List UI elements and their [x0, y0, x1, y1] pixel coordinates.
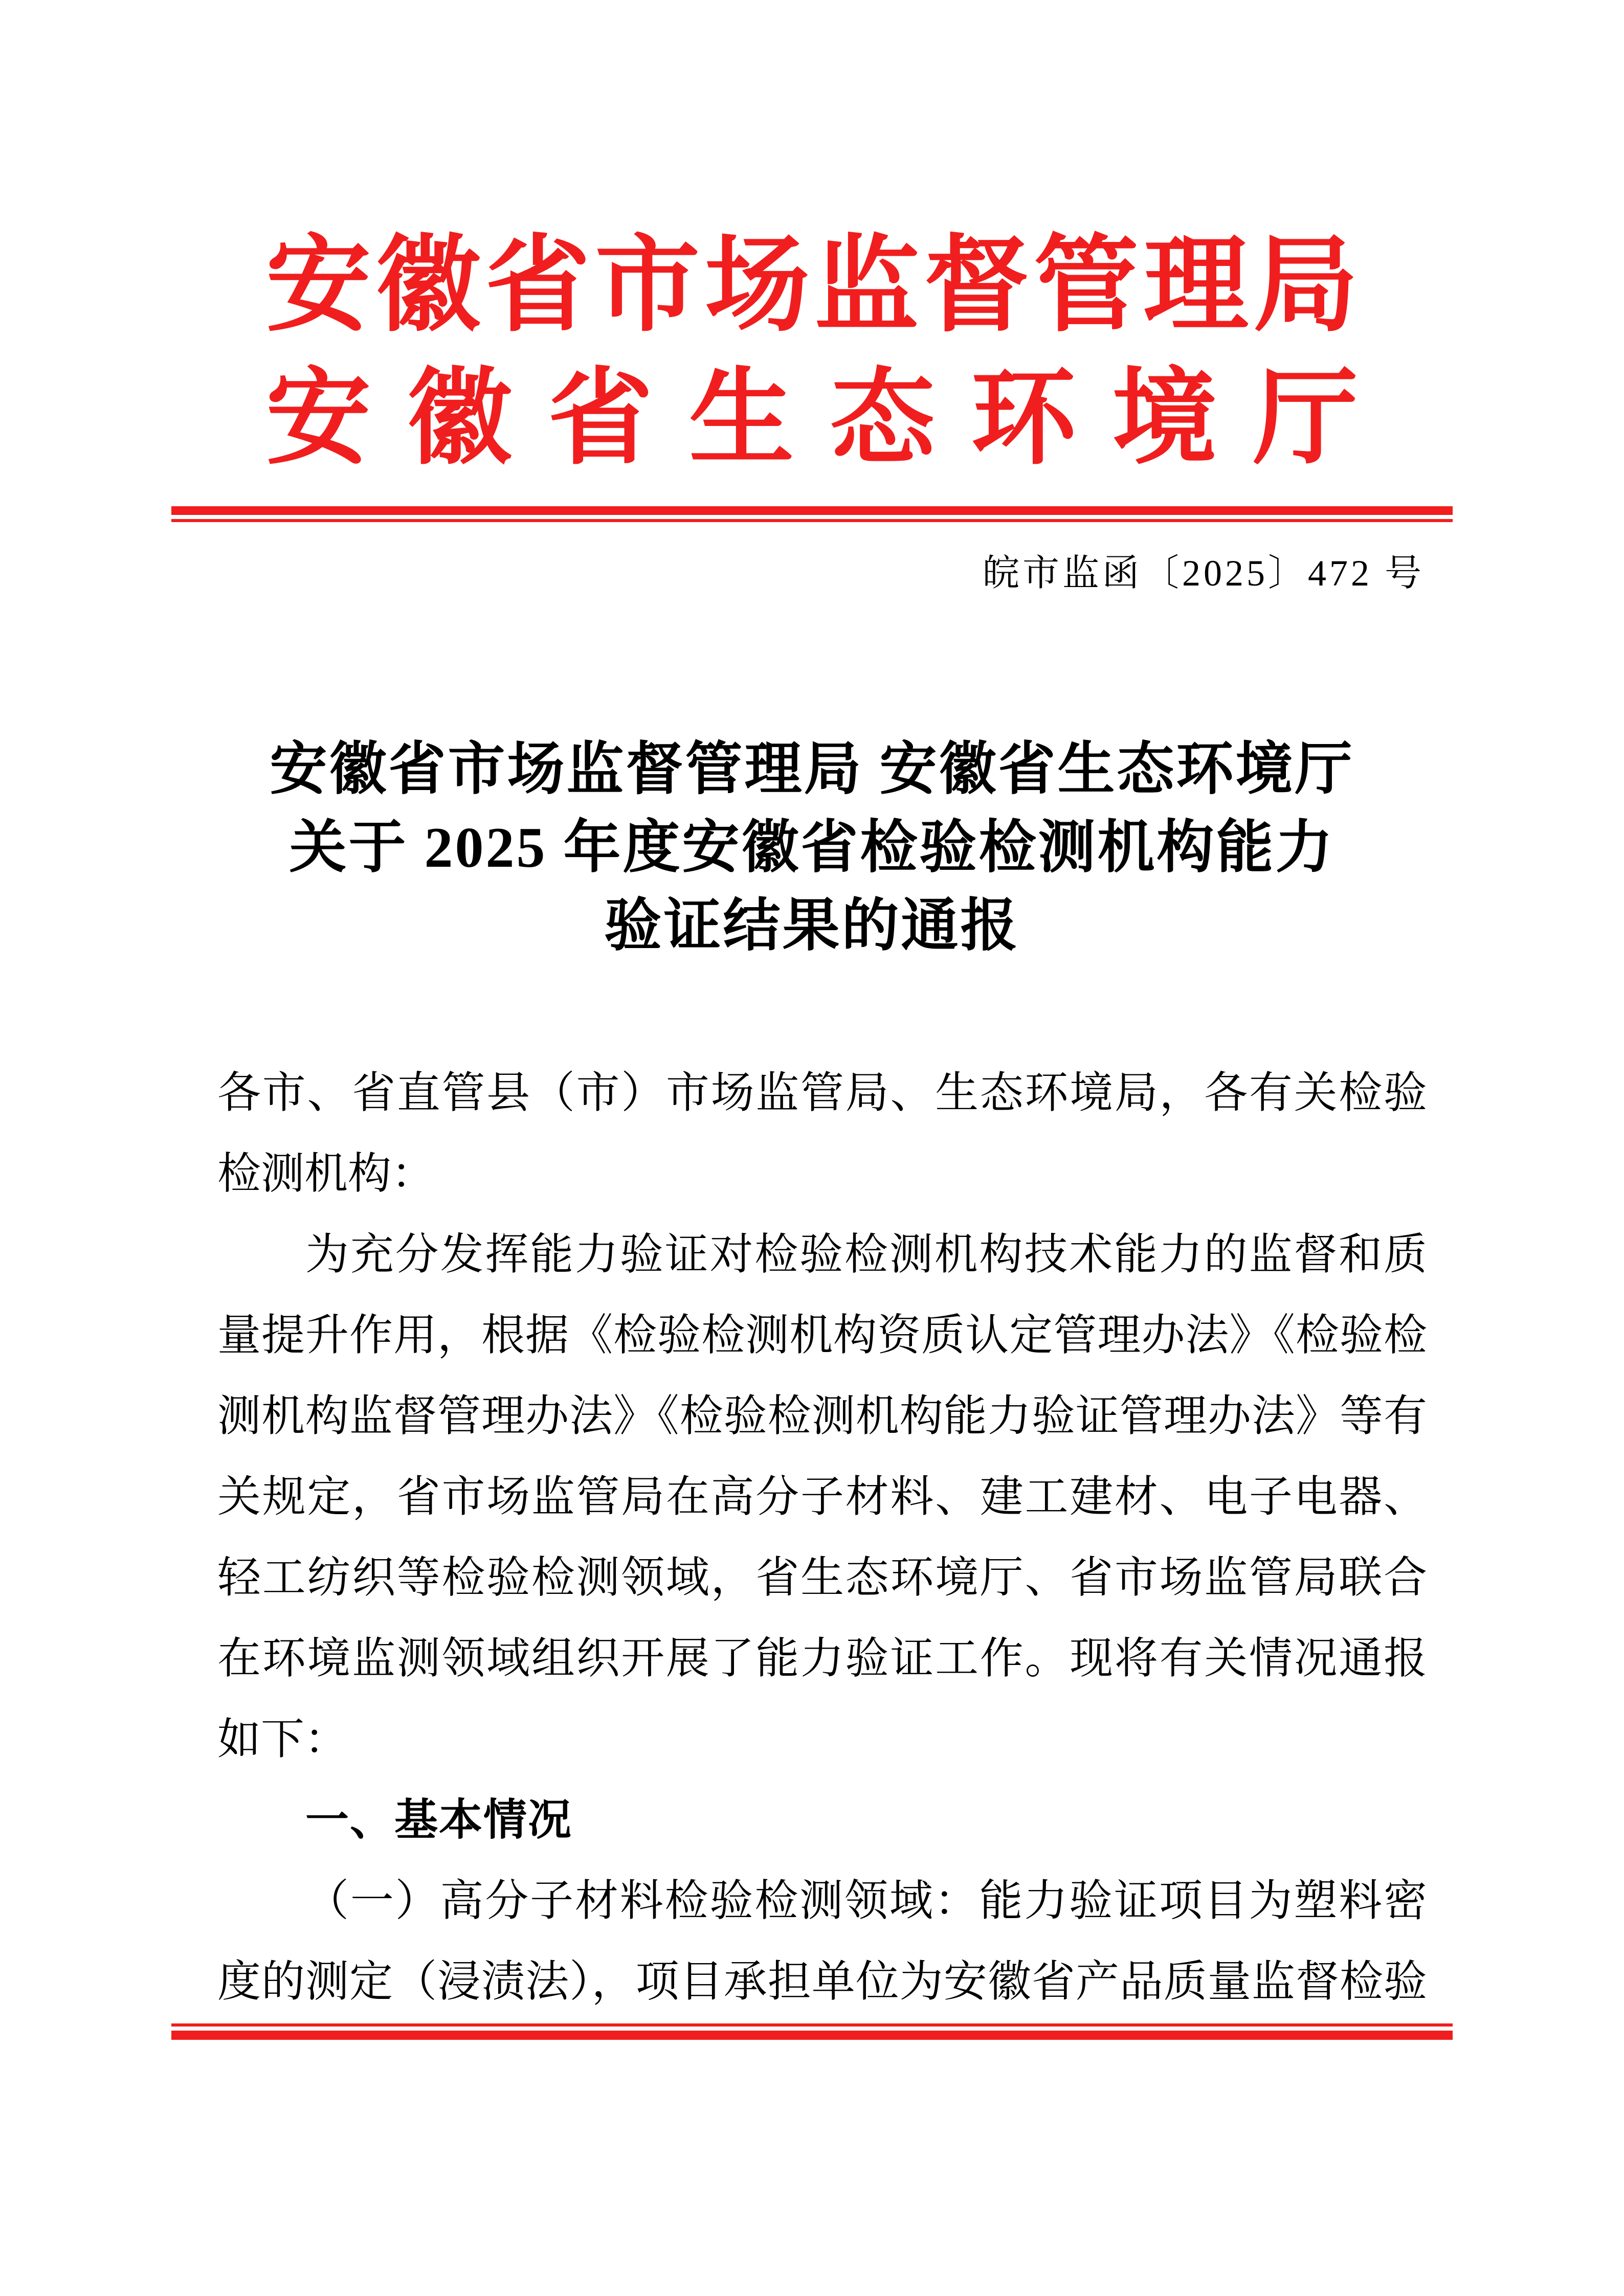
letterhead-line-1: 安徽省市场监督管理局	[266, 228, 1358, 344]
title-line-2: 关于 2025 年度安徽省检验检测机构能力	[289, 816, 1335, 880]
body-line: 量提升作用，根据《检验检测机构资质认定管理办法》《检验检	[217, 1312, 1427, 1360]
body-line: 检测机构：	[217, 1150, 435, 1198]
footer-separator	[171, 2023, 1453, 2040]
header-separator	[171, 506, 1453, 522]
title-line-3: 验证结果的通报	[604, 894, 1020, 958]
title-line-1: 安徽省市场监督管理局 安徽省生态环境厅	[270, 738, 1354, 801]
body-line: 为充分发挥能力验证对检验检测机构技术能力的监督和质	[305, 1231, 1427, 1279]
document-body	[217, 1053, 1427, 2022]
body-line: 关规定，省市场监管局在高分子材料、建工建材、电子电器、	[217, 1473, 1427, 1521]
body-line: 轻工纺织等检验检测领域，省生态环境厅、省市场监管局联合	[217, 1554, 1427, 1602]
doc-number: 皖市监函〔2025〕472 号	[982, 553, 1425, 594]
separator-thick-line	[171, 506, 1453, 515]
body-line: 各市、省直管县（市）市场监管局、生态环境局，各有关检验	[217, 1069, 1427, 1117]
body-line: （一）高分子材料检验检测领域：能力验证项目为塑料密	[305, 1877, 1427, 1925]
separator-thick-line	[171, 2031, 1453, 2040]
body-line: 测机构监督管理办法》《检验检测机构能力验证管理办法》等有	[217, 1392, 1427, 1440]
separator-thin-line	[171, 519, 1453, 522]
doc-number-row	[171, 548, 1453, 599]
document-title	[0, 731, 1624, 965]
body-line: 在环境监测领域组织开展了能力验证工作。现将有关情况通报	[217, 1635, 1427, 1683]
section-heading: 一、基本情况	[305, 1796, 573, 1844]
separator-thin-line	[171, 2023, 1453, 2027]
letterhead-line-2: 安徽省生态环境厅	[266, 361, 1358, 477]
body-line: 如下：	[217, 1716, 348, 1764]
body-line: 度的测定（浸渍法），项目承担单位为安徽省产品质量监督检验	[217, 1958, 1427, 2006]
letterhead	[0, 0, 1624, 476]
